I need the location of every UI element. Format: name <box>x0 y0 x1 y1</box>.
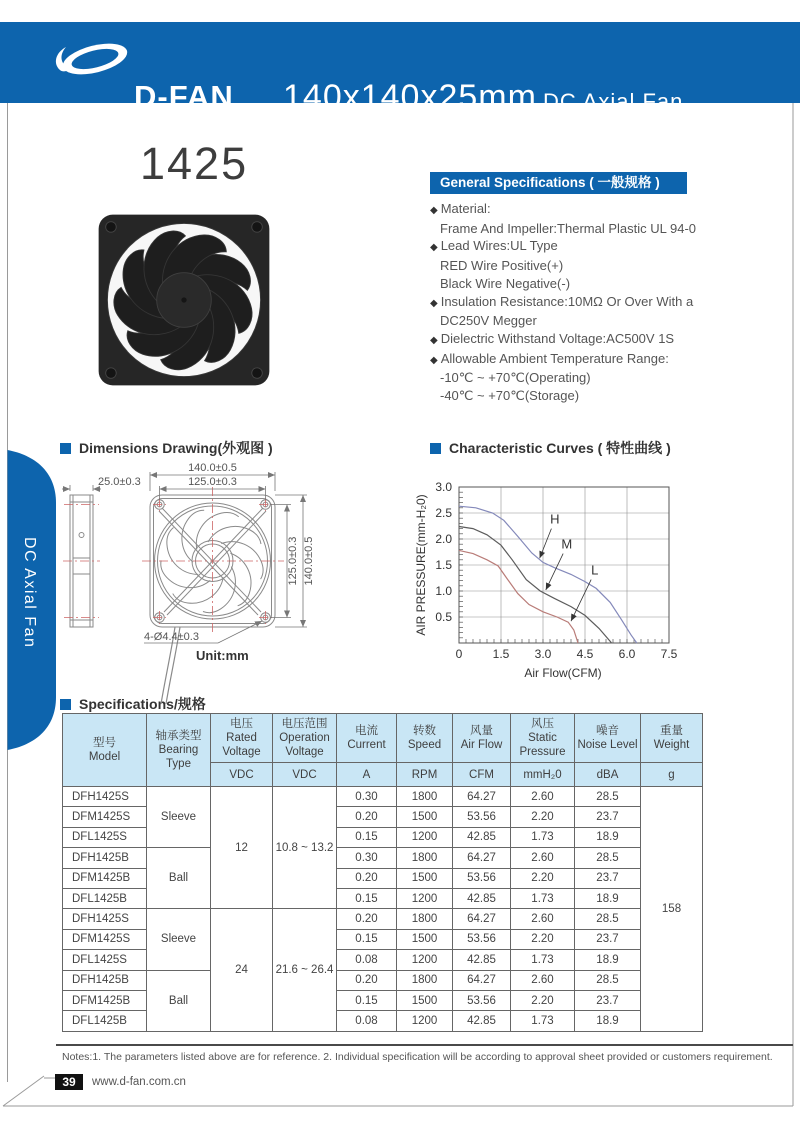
cell-noise: 18.9 <box>575 827 641 847</box>
page-title: 140x140x25mm <box>283 78 537 116</box>
cell-air-flow: 64.27 <box>453 848 511 868</box>
cell-speed: 1200 <box>397 1011 453 1031</box>
cell-static-pressure: 1.73 <box>511 1011 575 1031</box>
cell-operation-voltage: 21.6 ~ 26.4 <box>273 909 337 1031</box>
svg-text:1.5: 1.5 <box>435 558 452 572</box>
cell-noise: 23.7 <box>575 990 641 1010</box>
col-header-air_flow: 风量 Air Flow <box>453 714 511 763</box>
spec-line: ◆ Allowable Ambient Temperature Range: <box>430 350 669 366</box>
col-unit-noise: dBA <box>575 763 641 787</box>
spec-table-body <box>63 787 703 1032</box>
cell-model: DFM1425S <box>63 807 147 827</box>
dimensions-section-head <box>60 438 273 458</box>
cell-model: DFM1425B <box>63 990 147 1010</box>
col-unit-operation_voltage: VDC <box>273 763 337 787</box>
cell-air-flow: 53.56 <box>453 807 511 827</box>
cell-speed: 1500 <box>397 929 453 949</box>
col-header-speed: 转数 Speed <box>397 714 453 763</box>
spec-line: -10℃ ~ +70℃(Operating) <box>440 370 591 386</box>
footer-rule <box>56 1044 793 1046</box>
specifications-table <box>62 713 703 1032</box>
diamond-bullet-icon: ◆ <box>430 242 438 254</box>
cell-noise: 28.5 <box>575 848 641 868</box>
logo-text: D-FAN <box>134 79 234 114</box>
cell-static-pressure: 2.60 <box>511 909 575 929</box>
cell-current: 0.08 <box>337 950 397 970</box>
svg-text:1.5: 1.5 <box>492 647 510 661</box>
dim-width-holes: 125.0±0.3 <box>188 476 237 488</box>
svg-text:0: 0 <box>455 647 463 661</box>
cell-bearing: Sleeve <box>147 787 211 848</box>
dim-depth: 25.0±0.3 <box>98 476 141 488</box>
svg-text:0.5: 0.5 <box>435 610 452 624</box>
svg-text:4.5: 4.5 <box>576 647 594 661</box>
general-specs-header: General Specifications ( 一般规格 ) <box>430 172 687 194</box>
col-unit-static_pressure: mmH₂0 <box>511 763 575 787</box>
col-header-static_pressure: 风压 Static Pressure <box>511 714 575 763</box>
curve-label-H: H <box>550 511 560 527</box>
cell-speed: 1500 <box>397 868 453 888</box>
cell-current: 0.15 <box>337 888 397 908</box>
page-number-badge: 39 <box>55 1074 83 1090</box>
cell-model: DFH1425S <box>63 787 147 807</box>
cell-static-pressure: 2.20 <box>511 868 575 888</box>
table-row <box>63 848 703 868</box>
cell-speed: 1200 <box>397 888 453 908</box>
cell-model: DFL1425S <box>63 827 147 847</box>
cell-current: 0.30 <box>337 848 397 868</box>
col-header-rated_voltage: 电压 Rated Voltage <box>211 714 273 763</box>
curve-label-M: M <box>561 536 573 552</box>
table-row <box>63 909 703 929</box>
cell-current: 0.30 <box>337 787 397 807</box>
cell-model: DFM1425S <box>63 929 147 949</box>
cell-noise: 23.7 <box>575 868 641 888</box>
col-header-weight: 重量 Weight <box>641 714 703 763</box>
cell-noise: 28.5 <box>575 909 641 929</box>
cell-noise: 28.5 <box>575 787 641 807</box>
cell-speed: 1800 <box>397 848 453 868</box>
curve-L <box>459 550 578 643</box>
general-specs-list <box>430 200 740 405</box>
cell-air-flow: 42.85 <box>453 888 511 908</box>
col-header-operation_voltage: 电压范围 Operation Voltage <box>273 714 337 763</box>
dfan-logo-icon <box>50 36 135 82</box>
cell-speed: 1500 <box>397 807 453 827</box>
svg-text:3.0: 3.0 <box>534 647 552 661</box>
spec-line: ◆ Dielectric Withstand Voltage:AC500V 1S <box>430 330 675 346</box>
col-header-bearing: 轴承类型 Bearing Type <box>147 714 211 787</box>
curve-H <box>459 506 637 643</box>
cell-speed: 1800 <box>397 787 453 807</box>
cell-speed: 1200 <box>397 950 453 970</box>
cell-air-flow: 53.56 <box>453 990 511 1010</box>
cell-bearing: Ball <box>147 970 211 1031</box>
cell-current: 0.15 <box>337 990 397 1010</box>
cell-rated-voltage: 24 <box>211 909 273 1031</box>
cell-model: DFH1425S <box>63 909 147 929</box>
col-unit-speed: RPM <box>397 763 453 787</box>
spec-line: ◆ Lead Wires:UL Type <box>430 238 558 254</box>
cell-model: DFL1425S <box>63 950 147 970</box>
cell-air-flow: 42.85 <box>453 1011 511 1031</box>
cell-current: 0.08 <box>337 1011 397 1031</box>
svg-text:6.0: 6.0 <box>618 647 636 661</box>
cell-model: DFL1425B <box>63 888 147 908</box>
cell-static-pressure: 2.60 <box>511 848 575 868</box>
cell-static-pressure: 1.73 <box>511 950 575 970</box>
cell-noise: 23.7 <box>575 929 641 949</box>
spec-table-head <box>63 714 703 787</box>
curve-label-L: L <box>591 562 599 578</box>
svg-text:2.0: 2.0 <box>435 532 452 546</box>
x-axis-title: Air Flow(CFM) <box>524 666 602 680</box>
model-title: 1425 <box>140 138 249 189</box>
dimensions-section-title: Dimensions Drawing(外观图 ) <box>79 440 273 456</box>
dimension-annotations <box>62 462 315 663</box>
cell-air-flow: 64.27 <box>453 970 511 990</box>
centerlines <box>63 487 284 635</box>
table-row <box>63 970 703 990</box>
cell-operation-voltage: 10.8 ~ 13.2 <box>273 787 337 909</box>
cell-speed: 1800 <box>397 909 453 929</box>
cell-static-pressure: 1.73 <box>511 888 575 908</box>
cell-air-flow: 42.85 <box>453 827 511 847</box>
cell-noise: 28.5 <box>575 970 641 990</box>
cell-speed: 1200 <box>397 827 453 847</box>
cell-noise: 18.9 <box>575 950 641 970</box>
cell-bearing: Ball <box>147 848 211 909</box>
cell-static-pressure: 2.60 <box>511 970 575 990</box>
cell-air-flow: 64.27 <box>453 787 511 807</box>
dim-height-outer: 140.0±0.5 <box>303 536 315 586</box>
page-subtitle: DC Axial Fan <box>543 89 684 114</box>
spec-line: Black Wire Negative(-) <box>440 275 571 291</box>
cell-speed: 1500 <box>397 990 453 1010</box>
drawing-unit-label: Unit:mm <box>196 648 249 663</box>
diamond-bullet-icon: ◆ <box>430 334 438 346</box>
col-unit-weight: g <box>641 763 703 787</box>
cell-rated-voltage: 12 <box>211 787 273 909</box>
cell-model: DFM1425B <box>63 868 147 888</box>
cell-noise: 18.9 <box>575 1011 641 1031</box>
cell-model: DFH1425B <box>63 970 147 990</box>
spec-line: RED Wire Positive(+) <box>440 258 564 274</box>
cell-air-flow: 64.27 <box>453 909 511 929</box>
dim-mounting-holes: 4-Ø4.4±0.3 <box>144 631 199 643</box>
cell-current: 0.15 <box>337 827 397 847</box>
cell-current: 0.20 <box>337 868 397 888</box>
cell-model: DFL1425B <box>63 1011 147 1031</box>
cell-air-flow: 53.56 <box>453 929 511 949</box>
cell-static-pressure: 2.20 <box>511 990 575 1010</box>
cell-weight: 158 <box>641 787 703 1032</box>
curves-section-title: Characteristic Curves ( 特性曲线 ) <box>449 440 671 456</box>
cell-model: DFH1425B <box>63 848 147 868</box>
cell-static-pressure: 1.73 <box>511 827 575 847</box>
curves-section-head <box>430 438 671 458</box>
cell-noise: 23.7 <box>575 807 641 827</box>
spec-table-section-title: Specifications/规格 <box>79 696 206 712</box>
cell-noise: 18.9 <box>575 888 641 908</box>
cell-current: 0.20 <box>337 807 397 827</box>
fan-product-photo <box>96 212 272 388</box>
footer-notes: Notes:1. The parameters listed above are for reference. 2. Individual specification will be according to approval sheet provided or customers requirement. <box>62 1051 773 1063</box>
col-header-current: 电流 Current <box>337 714 397 763</box>
cell-air-flow: 42.85 <box>453 950 511 970</box>
dimensions-drawing <box>58 458 393 708</box>
svg-text:7.5: 7.5 <box>660 647 678 661</box>
spec-line: -40℃ ~ +70℃(Storage) <box>440 388 580 404</box>
diamond-bullet-icon: ◆ <box>430 205 438 216</box>
col-header-noise: 噪音 Noise Level <box>575 714 641 763</box>
y-axis-title: AIR PRESSURE(mm-H₂0) <box>414 494 428 636</box>
website-link[interactable]: www.d-fan.com.cn <box>92 1076 186 1088</box>
col-unit-current: A <box>337 763 397 787</box>
cell-speed: 1800 <box>397 970 453 990</box>
cell-air-flow: 53.56 <box>453 868 511 888</box>
cell-current: 0.20 <box>337 909 397 929</box>
spec-line: DC250V Megger <box>440 313 537 329</box>
header-bar <box>0 22 800 116</box>
diamond-bullet-icon: ◆ <box>430 354 438 366</box>
characteristic-curves-chart <box>413 477 703 683</box>
cell-current: 0.20 <box>337 970 397 990</box>
dim-width-outer: 140.0±0.5 <box>188 462 237 474</box>
spec-line: Frame And Impeller:Thermal Plastic UL 94-0 <box>440 220 697 236</box>
spec-line: ◆ Material: <box>430 201 491 216</box>
spec-line: ◆ Insulation Resistance:10MΩ Or Over With a <box>430 293 694 309</box>
sidebar-label: DC Axial Fan <box>21 537 38 649</box>
blue-square-bullet-icon <box>60 443 71 454</box>
svg-text:3.0: 3.0 <box>435 480 452 494</box>
col-unit-rated_voltage: VDC <box>211 763 273 787</box>
cell-current: 0.15 <box>337 929 397 949</box>
svg-text:2.5: 2.5 <box>435 506 452 520</box>
cell-static-pressure: 2.60 <box>511 787 575 807</box>
diamond-bullet-icon: ◆ <box>430 297 438 309</box>
cell-static-pressure: 2.20 <box>511 807 575 827</box>
table-row <box>63 787 703 807</box>
col-unit-air_flow: CFM <box>453 763 511 787</box>
blue-square-bullet-icon <box>430 443 441 454</box>
dim-height-holes: 125.0±0.3 <box>287 536 299 586</box>
svg-text:1.0: 1.0 <box>435 584 452 598</box>
cell-bearing: Sleeve <box>147 909 211 970</box>
cell-static-pressure: 2.20 <box>511 929 575 949</box>
col-header-model: 型号 Model <box>63 714 147 787</box>
